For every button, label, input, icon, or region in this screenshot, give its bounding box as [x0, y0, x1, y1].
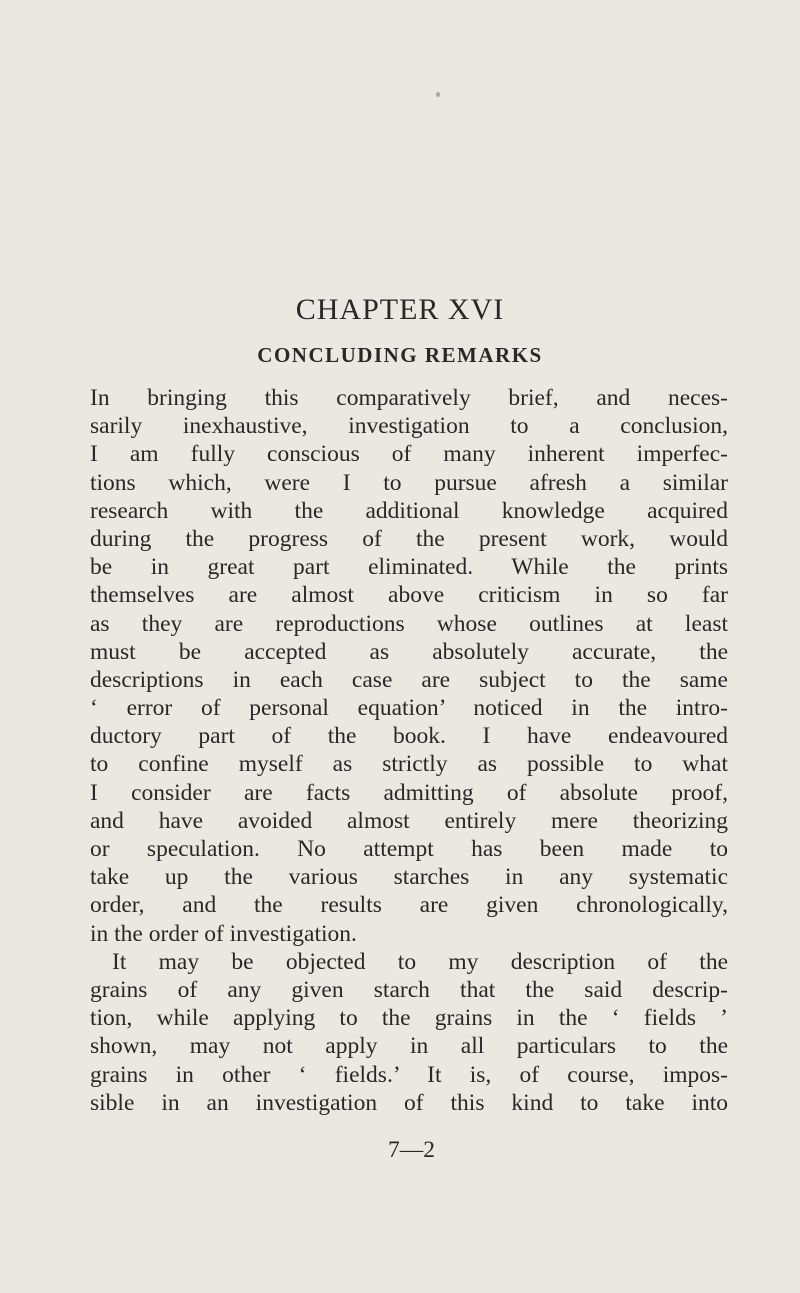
paragraph-1: [90, 384, 728, 948]
text-line: order, and the results are given chronologically,: [90, 892, 728, 919]
text-line: shown, may not apply in all particulars to the: [90, 1033, 728, 1060]
text-line: tion, while applying to the grains in the ‘ fields ’: [90, 1005, 728, 1032]
text-line: It may be objected to my description of the: [112, 948, 728, 975]
paragraph-2: [90, 948, 728, 1117]
text-line: sible in an investigation of this kind to take into: [90, 1089, 728, 1116]
chapter-number: CHAPTER XVI: [295, 293, 505, 326]
text-line: ‘ error of personal equation’ noticed in the intro-: [90, 695, 728, 722]
text-line: grains in other ‘ fields.’ It is, of course, impos-: [90, 1061, 728, 1088]
text-line: or speculation. No attempt has been made to: [90, 836, 728, 862]
text-line: in the order of investigation.: [90, 920, 357, 947]
text-line: during the progress of the present work, would: [90, 525, 728, 552]
text-line: themselves are almost above criticism in so far: [90, 582, 728, 609]
text-line: In bringing this comparatively brief, and neces-: [90, 385, 728, 411]
body-text: [90, 384, 728, 1117]
paper-speck: [436, 92, 440, 97]
text-line: must be accepted as absolutely accurate, the: [90, 638, 728, 665]
text-line: and have avoided almost entirely mere theorizing: [90, 807, 728, 834]
text-line: ductory part of the book. I have endeavoured: [90, 723, 728, 750]
text-line: research with the additional knowledge acquired: [90, 497, 728, 524]
text-line: I am fully conscious of many inherent imperfec-: [90, 441, 728, 468]
text-line: be in great part eliminated. While the prints: [90, 554, 728, 581]
text-line: descriptions in each case are subject to the same: [90, 666, 728, 693]
text-line: as they are reproductions whose outlines at least: [90, 610, 728, 637]
text-line: grains of any given starch that the said descrip-: [90, 976, 728, 1003]
text-line: tions which, were I to pursue afresh a similar: [90, 469, 728, 496]
text-line: sarily inexhaustive, investigation to a conclusion,: [90, 413, 728, 440]
signature-mark: 7—2: [388, 1137, 435, 1163]
text-line: to confine myself as strictly as possible to what: [90, 751, 728, 778]
chapter-title: CONCLUDING REMARKS: [257, 343, 543, 367]
text-line: I consider are facts admitting of absolute proof,: [90, 779, 728, 806]
text-line: take up the various starches in any systematic: [90, 864, 728, 891]
